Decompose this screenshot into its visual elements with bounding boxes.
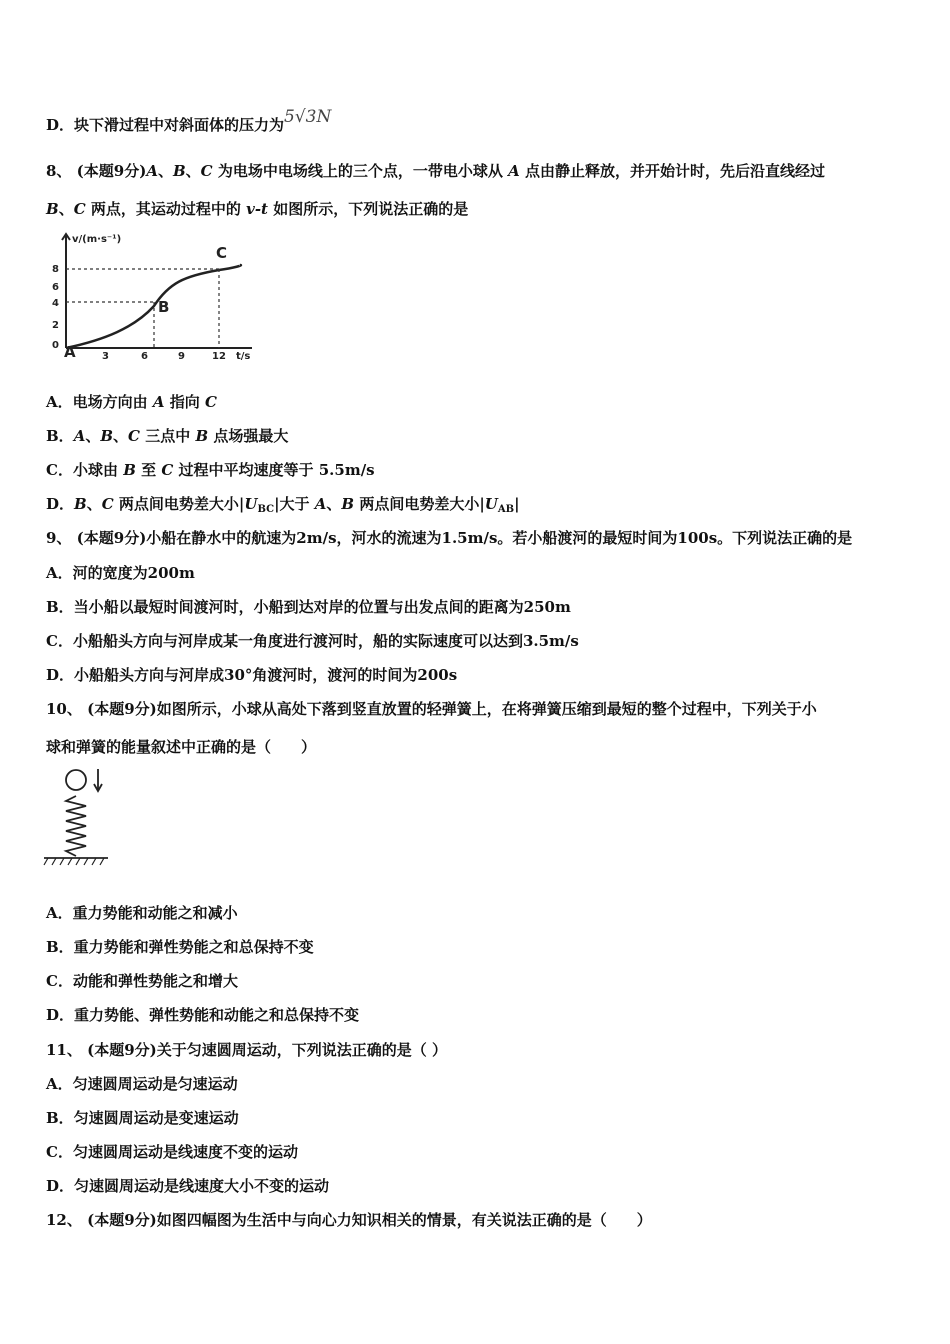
y-tick-4: 4	[52, 298, 59, 309]
q9-option-a: A．河的宽度为200m	[46, 564, 195, 582]
q10-option-b: B．重力势能和弹性势能之和总保持不变	[46, 938, 314, 956]
y-tick-6: 6	[52, 282, 59, 293]
q11-option-b: B．匀速圆周运动是变速运动	[46, 1109, 239, 1127]
spring-ball-figure	[42, 764, 114, 870]
ground-hatching	[44, 858, 104, 865]
x-tick-3: 3	[102, 351, 109, 362]
q8-option-b: B．A、B、C 三点中 B 点场强最大	[46, 427, 289, 445]
q8-stem-line1: 8、 (本题9分)A、B、C 为电场中电场线上的三个点，一带电小球从 A 点由静止释放，并开始计时，先后沿直线经过	[46, 162, 825, 180]
q10-option-c: C．动能和弹性势能之和增大	[46, 972, 238, 990]
q12-stem: 12、 (本题9分)如图四幅图为生活中与向心力知识相关的情景，有关说法正确的是（ ）	[46, 1211, 652, 1229]
q10-stem-line2: 球和弹簧的能量叙述中正确的是（ ）	[46, 738, 317, 756]
formula: 5√3N	[284, 107, 332, 127]
x-tick-12: 12	[212, 351, 226, 362]
y-tick-0: 0	[52, 340, 59, 351]
q11-option-a: A．匀速圆周运动是匀速运动	[46, 1075, 238, 1093]
q11-option-d: D．匀速圆周运动是线速度大小不变的运动	[46, 1177, 330, 1195]
q9-option-b: B．当小船以最短时间渡河时，小船到达对岸的位置与出发点间的距离为250m	[46, 598, 571, 616]
ball	[66, 770, 86, 790]
q10-stem-line1: 10、 (本题9分)如图所示，小球从高处下落到竖直放置的轻弹簧上，在将弹簧压缩到最短的整个过程中，下列关于小	[46, 700, 817, 718]
q9-stem: 9、 (本题9分)小船在静水中的航速为2m/s，河水的流速为1.5m/s。若小船渡河的最短时间为100s。下列说法正确的是	[46, 529, 853, 547]
y-axis-label: v/(m·s⁻¹)	[72, 234, 122, 245]
spring-coil	[66, 796, 86, 856]
q8-stem-line2: B、C 两点，其运动过程中的 v-t 如图所示，下列说法正确的是	[46, 200, 469, 218]
x-tick-6: 6	[141, 351, 148, 362]
q9-option-d: D．小船船头方向与河岸成30°角渡河时，渡河的时间为200s	[46, 666, 458, 684]
q8-option-a: A．电场方向由 A 指向 C	[46, 393, 217, 411]
point-a-label: A	[64, 343, 76, 361]
point-b-label: B	[158, 298, 170, 316]
velocity-curve	[66, 265, 241, 348]
q10-option-d: D．重力势能、弹性势能和动能之和总保持不变	[46, 1006, 360, 1024]
x-tick-9: 9	[178, 351, 185, 362]
q10-option-a: A．重力势能和动能之和减小	[46, 904, 238, 922]
q9-option-c: C．小船船头方向与河岸成某一角度进行渡河时，船的实际速度可以达到3.5m/s	[46, 632, 579, 650]
y-tick-8: 8	[52, 264, 59, 275]
y-tick-2: 2	[52, 320, 59, 331]
q8-option-d: D．B、C 两点间电势差大小$|U_{BC}|$大于 A、B 两点间电势差大小$|U_{AB}|$	[46, 495, 520, 515]
x-axis-unit: t/s	[236, 351, 251, 362]
q8-option-c: C．小球由 B 至 C 过程中平均速度等于 5.5m/s	[46, 461, 375, 479]
q11-option-c: C．匀速圆周运动是线速度不变的运动	[46, 1143, 298, 1161]
vt-graph	[44, 228, 264, 363]
q7-option-d: D．块下滑过程中对斜面体的压力为5√3N	[46, 107, 332, 134]
q11-stem: 11、 (本题9分)关于匀速圆周运动，下列说法正确的是（ ）	[46, 1041, 447, 1059]
point-c-label: C	[216, 244, 228, 262]
